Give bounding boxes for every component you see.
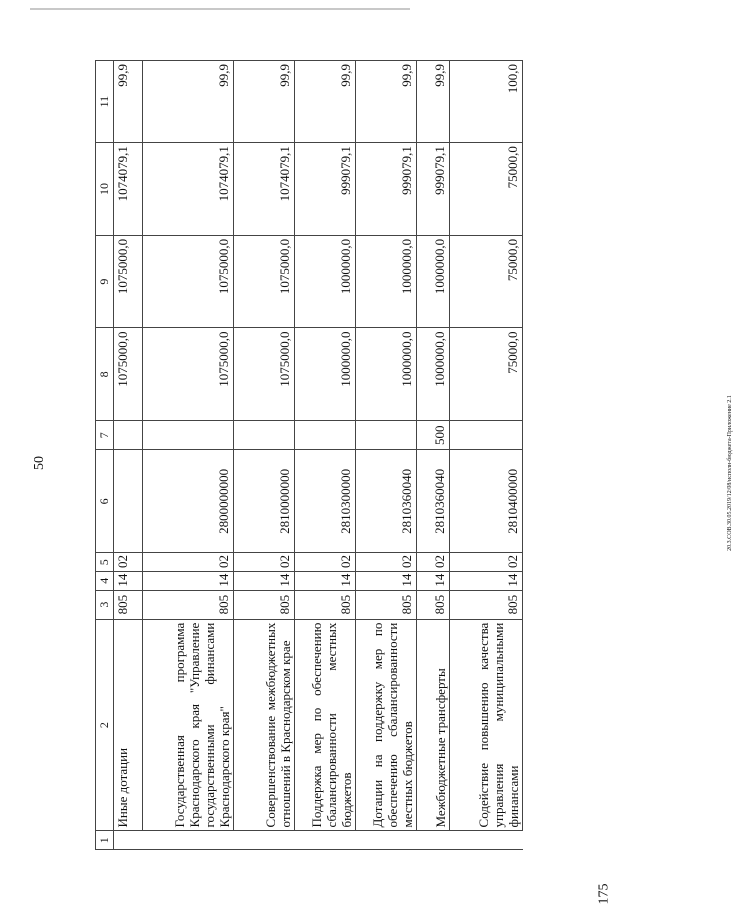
cell-c10: 1074079,1 xyxy=(143,143,234,236)
col-header: 11 xyxy=(96,61,114,143)
cell-c10: 999079,1 xyxy=(417,143,450,236)
cell-c11: 99,9 xyxy=(143,61,234,143)
cell-c8: 1000000,0 xyxy=(295,328,356,421)
page-number: 50 xyxy=(32,456,47,470)
col-header: 7 xyxy=(96,421,114,450)
footer-number: 175 xyxy=(596,883,612,905)
cell-index xyxy=(114,831,143,850)
cell-c11: 99,9 xyxy=(417,61,450,143)
cell-c5: 02 xyxy=(295,553,356,572)
cell-c3: 805 xyxy=(450,590,523,619)
cell-c7 xyxy=(143,421,234,450)
cell-c9: 1075000,0 xyxy=(234,235,295,328)
col-header: 1 xyxy=(96,831,114,850)
cell-c7: 500 xyxy=(417,421,450,450)
table-row xyxy=(143,61,234,850)
cell-c11: 99,9 xyxy=(295,61,356,143)
cell-c7 xyxy=(356,421,417,450)
cell-c5: 02 xyxy=(450,553,523,572)
col-header: 6 xyxy=(96,450,114,553)
cell-c6: 2810300000 xyxy=(295,450,356,553)
cell-c5: 02 xyxy=(114,553,143,572)
cell-c4: 14 xyxy=(234,572,295,591)
col-header: 10 xyxy=(96,143,114,236)
cell-c3: 805 xyxy=(234,590,295,619)
cell-name: Дотации на поддержку мер по обеспечению сбалансированности местных бюджетов xyxy=(356,619,417,831)
cell-c7 xyxy=(234,421,295,450)
cell-c10: 1074079,1 xyxy=(234,143,295,236)
cell-c3: 805 xyxy=(114,590,143,619)
cell-c8: 1000000,0 xyxy=(417,328,450,421)
table-row xyxy=(114,61,143,850)
cell-name: Совершенствование межбюджетных отношений в Краснодарском крае xyxy=(234,619,295,831)
cell-name: Межбюджетные трансферты xyxy=(417,619,450,831)
table-row xyxy=(450,61,523,850)
cell-c8: 1075000,0 xyxy=(234,328,295,421)
cell-c11: 99,9 xyxy=(234,61,295,143)
cell-c4: 14 xyxy=(356,572,417,591)
cell-c4: 14 xyxy=(114,572,143,591)
cell-c6: 2800000000 xyxy=(143,450,234,553)
cell-c8: 75000,0 xyxy=(450,328,523,421)
cell-c5: 02 xyxy=(143,553,234,572)
cell-c11: 99,9 xyxy=(114,61,143,143)
cell-c8: 1000000,0 xyxy=(356,328,417,421)
cell-c4: 14 xyxy=(417,572,450,591)
col-header: 8 xyxy=(96,328,114,421)
table-row xyxy=(417,61,450,850)
cell-c5: 02 xyxy=(234,553,295,572)
col-header: 5 xyxy=(96,553,114,572)
col-header: 9 xyxy=(96,235,114,328)
cell-c4: 14 xyxy=(143,572,234,591)
cell-c6 xyxy=(114,450,143,553)
cell-c10: 75000,0 xyxy=(450,143,523,236)
cell-c7 xyxy=(450,421,523,450)
cell-c9: 1075000,0 xyxy=(143,235,234,328)
cell-c4: 14 xyxy=(450,572,523,591)
cell-name: Государственная программа Краснодарского края "Управление государственными финансами Краснодарского края" xyxy=(143,619,234,831)
table-row xyxy=(356,61,417,850)
cell-index xyxy=(295,831,356,850)
cell-c9: 1000000,0 xyxy=(356,235,417,328)
table-row xyxy=(295,61,356,850)
cell-c3: 805 xyxy=(143,590,234,619)
col-header: 2 xyxy=(96,619,114,831)
cell-index xyxy=(234,831,295,850)
table-rotation-wrapper xyxy=(95,60,535,850)
budget-table xyxy=(95,60,523,850)
cell-c3: 805 xyxy=(356,590,417,619)
cell-c10: 1074079,1 xyxy=(114,143,143,236)
cell-c6: 2810400000 xyxy=(450,450,523,553)
top-rule xyxy=(30,8,410,10)
table-row xyxy=(234,61,295,850)
cell-c9: 1000000,0 xyxy=(417,235,450,328)
cell-c10: 999079,1 xyxy=(295,143,356,236)
cell-c11: 99,9 xyxy=(356,61,417,143)
cell-c7 xyxy=(114,421,143,450)
cell-c6: 2810360040 xyxy=(356,450,417,553)
rotated-sheet xyxy=(95,60,535,850)
cell-c8: 1075000,0 xyxy=(114,328,143,421)
col-header: 4 xyxy=(96,572,114,591)
cell-name: Иные дотации xyxy=(114,619,143,831)
cell-index xyxy=(356,831,417,850)
cell-c5: 02 xyxy=(417,553,450,572)
cell-c10: 999079,1 xyxy=(356,143,417,236)
cell-c3: 805 xyxy=(417,590,450,619)
cell-c7 xyxy=(295,421,356,450)
cell-index xyxy=(417,831,450,850)
cell-c3: 805 xyxy=(295,590,356,619)
col-header: 3 xyxy=(96,590,114,619)
cell-c4: 14 xyxy=(295,572,356,591)
cell-index xyxy=(450,831,523,850)
cell-c5: 02 xyxy=(356,553,417,572)
cell-index xyxy=(143,831,234,850)
cell-name: Поддержка мер по обеспечению сбалансированности местных бюджетов xyxy=(295,619,356,831)
cell-c8: 1075000,0 xyxy=(143,328,234,421)
cell-c9: 75000,0 xyxy=(450,235,523,328)
cell-name: Содействие повышению качества управления муниципальными финансами xyxy=(450,619,523,831)
cell-c6: 2810000000 xyxy=(234,450,295,553)
margin-note: 20.3.СОВ.30.05.2019/12/08/исполн-бюджета-Приложение 2.1 xyxy=(727,395,733,551)
cell-c11: 100,0 xyxy=(450,61,523,143)
header-row xyxy=(96,61,114,850)
cell-c6: 2810360040 xyxy=(417,450,450,553)
cell-c9: 1000000,0 xyxy=(295,235,356,328)
cell-c9: 1075000,0 xyxy=(114,235,143,328)
